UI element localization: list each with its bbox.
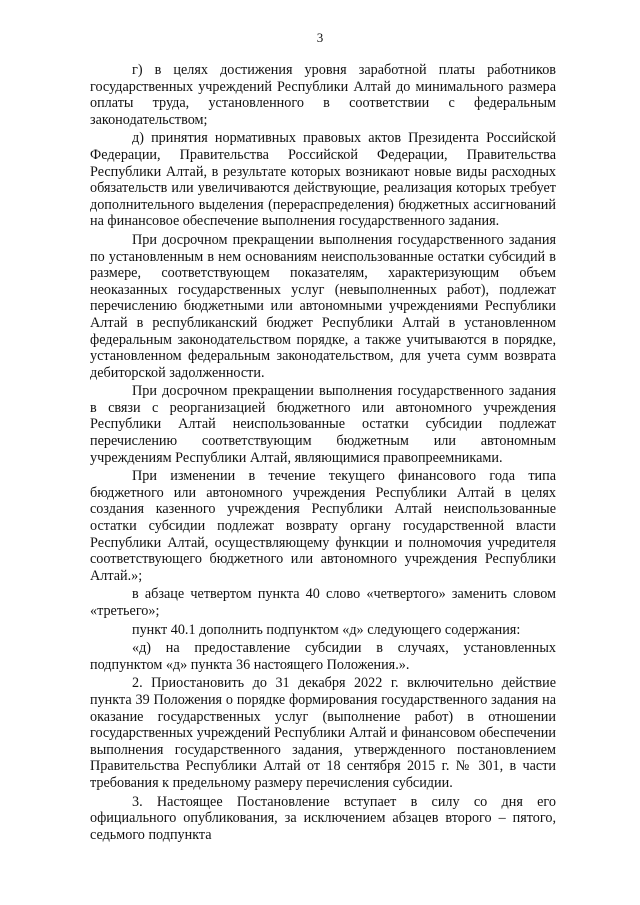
paragraph-reorganization: При досрочном прекращении выполнения государственного задания в связи с реорганизацией бюджетного или автономного учреждения Республики Алтай неиспользованные остатки субсидии подлежат перечислению соответствующим бюджетным или автономным учреждениям Республики Алтай, являющимися правопреемниками. [90, 383, 556, 466]
paragraph-subitem-d-addition: «д) на предоставление субсидии в случаях, установленных подпунктом «д» пункта 36 настоящего Положения.». [90, 640, 556, 673]
paragraph-clause-2: 2. Приостановить до 31 декабря 2022 г. включительно действие пункта 39 Положения о порядке формирования государственного задания на оказание государственных услуг (выполнение работ) в отношении государственных учреждений Республики Алтай и финансовом обеспечении выполнения государственного задания, утвержденного постановлением Правительства Республики Алтай от 18 сентября 2015 г. № 301, в части требования к предельному размеру перечисления субсидии. [90, 675, 556, 791]
document-body [90, 62, 556, 845]
paragraph-subitem-d: д) принятия нормативных правовых актов Президента Российской Федерации, Правительства Российской Федерации, Правительства Республики Алтай, в результате которых возникают новые виды расходных обязательств или увеличиваются действующие, реализация которых требует дополнительного выделения (перераспределения) бюджетных ассигнований на финансовое обеспечение выполнения государственного задания. [90, 130, 556, 230]
page-number: 3 [316, 30, 324, 45]
paragraph-type-change: При изменении в течение текущего финансового года типа бюджетного или автономного учреждения Республики Алтай в целях создания казенного учреждения Республики Алтай неиспользованные остатки субсидии подлежат возврату органу государственной власти Республики Алтай, осуществляющему функции и полномочия учредителя соответствующего бюджетного или автономного учреждения Республики Алтай.»; [90, 468, 556, 584]
paragraph-subitem-g: г) в целях достижения уровня заработной платы работников государственных учреждений Республики Алтай до минимального размера оплаты труда, установленного в соответствии с федеральным законодательством; [90, 62, 556, 128]
paragraph-point-40-1: пункт 40.1 дополнить подпунктом «д» следующего содержания: [132, 621, 521, 638]
paragraph-point-40: в абзаце четвертом пункта 40 слово «четвертого» заменить словом «третьего»; [90, 586, 556, 619]
paragraph-early-termination: При досрочном прекращении выполнения государственного задания по установленным в нем основаниям неиспользованные остатки субсидий в размере, соответствующем показателям, характеризующим объем неоказанных государственных услуг (невыполненных работ), подлежат перечислению бюджетными или автономными учреждениями Республики Алтай в республиканский бюджет Республики Алтай в установленном федеральным законодательством порядке, а также учитываются в порядке, установленном федеральным законодательством, для учета сумм возврата дебиторской задолженности. [90, 231, 556, 381]
paragraph-clause-3: 3. Настоящее Постановление вступает в силу со дня его официального опубликования, за исключением абзацев второго – пятого, седьмого подпункта [90, 793, 556, 843]
